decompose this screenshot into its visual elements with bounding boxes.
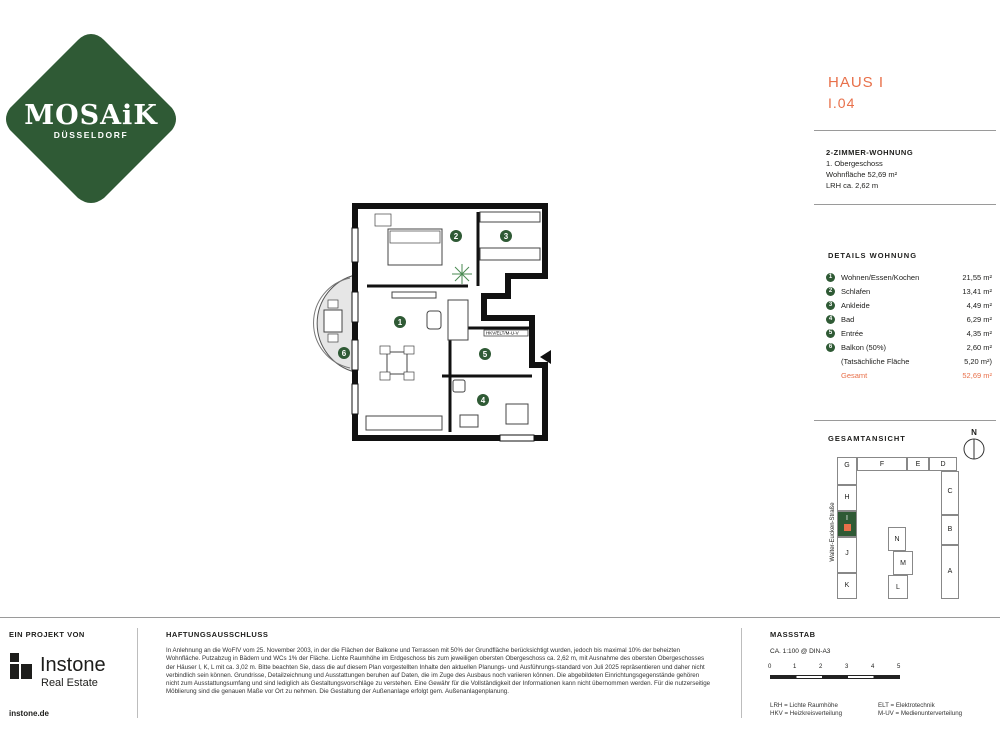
logo-city: DÜSSELDORF: [53, 130, 129, 140]
room-label: Entrée: [841, 329, 864, 338]
divider: [814, 204, 996, 205]
project-label: EIN PROJEKT VON: [9, 630, 85, 639]
compass-icon: [962, 437, 986, 461]
instone-logo-icon: [10, 653, 34, 679]
room-label: Bad: [841, 315, 855, 324]
room-badge-5: 5: [482, 350, 488, 359]
building-label: B: [947, 526, 953, 533]
room-badge-4: 4: [480, 396, 486, 405]
footer-separator: [741, 628, 742, 718]
building-label: N: [894, 536, 900, 543]
room-label: Schlafen: [841, 287, 871, 296]
company-sub: Real Estate: [41, 677, 98, 689]
company-name: Instone: [40, 654, 106, 676]
site-building-a: [941, 545, 959, 599]
unit-marker: [844, 524, 851, 531]
site-building-h: [837, 485, 857, 511]
divider: [814, 130, 996, 131]
disclaimer-title: HAFTUNGSAUSSCHLUSS: [166, 630, 269, 639]
scale-tick: 0: [768, 664, 772, 670]
building-label: L: [896, 584, 900, 591]
room-row: [826, 272, 992, 286]
site-building-j: [837, 537, 857, 573]
footer-separator: [137, 628, 138, 718]
street-label: Walter-Eucken-Straße: [830, 502, 836, 562]
apartment-info: [826, 147, 913, 191]
site-building-d: [929, 457, 957, 471]
actual-area-label: (Tatsächliche Fläche: [841, 357, 910, 366]
scale-tick: 4: [871, 664, 875, 670]
scale-bar: [768, 664, 908, 686]
room-area: 4,35 m²: [966, 329, 992, 338]
room-number-badge: 1: [826, 273, 835, 282]
dining-table: [387, 352, 407, 374]
site-building-f: [857, 457, 907, 471]
north-arrow: [962, 428, 986, 462]
divider: [814, 420, 996, 421]
street-label-wrap: [827, 495, 837, 575]
scale-tick: 3: [845, 664, 849, 670]
room-number-badge: 2: [826, 287, 835, 296]
room-label: Ankleide: [841, 301, 870, 310]
room-row: [826, 300, 992, 314]
site-building-e: [907, 457, 929, 471]
room-number-badge: 4: [826, 315, 835, 324]
apartment-floor: 1. Obergeschoss: [826, 159, 883, 168]
room-badge-1: 1: [397, 318, 403, 327]
footer-divider: [0, 617, 1000, 618]
room-row-total: [826, 370, 992, 384]
details-title: DETAILS WOHNUNG: [828, 251, 918, 260]
site-building-m: [893, 551, 913, 575]
entrance-arrow-icon: [540, 350, 551, 364]
building-label: G: [844, 462, 850, 469]
room-list: [826, 272, 992, 384]
room-area: 2,60 m²: [966, 343, 992, 352]
plant-icon: [452, 264, 472, 284]
apartment-area: Wohnfläche 52,69 m²: [826, 170, 898, 179]
scale-tick: 1: [793, 664, 797, 670]
site-building-i-highlight: [837, 511, 857, 537]
building-label: C: [947, 488, 953, 495]
total-label: Gesamt: [841, 371, 868, 380]
room-number-badge: 5: [826, 329, 835, 338]
room-badge-2: 2: [453, 232, 459, 241]
scale-text: CA. 1:100 @ DIN-A3: [770, 648, 831, 655]
building-label: M: [900, 560, 906, 567]
north-label: N: [971, 428, 977, 437]
website-link[interactable]: instone.de: [9, 709, 50, 718]
site-building-k: [837, 573, 857, 599]
apartment-height: LRH ca. 2,62 m: [826, 181, 879, 190]
floor-plan: [300, 200, 560, 445]
room-label: Wohnen/Essen/Kochen: [841, 273, 920, 282]
room-row: [826, 286, 992, 300]
actual-area-value: 5,20 m²): [964, 357, 992, 366]
room-row: [826, 342, 992, 356]
room-badge-6: 6: [341, 349, 347, 358]
legend-elt: ELT = Elektrotechnik: [878, 702, 935, 709]
room-area: 6,29 m²: [966, 315, 992, 324]
room-label: Balkon (50%): [841, 343, 887, 352]
room-row: [826, 314, 992, 328]
overview-title: GESAMTANSICHT: [828, 434, 906, 443]
sofa: [448, 300, 468, 340]
building-label: H: [844, 494, 850, 501]
building-label: J: [845, 550, 849, 557]
room-area: 13,41 m²: [962, 287, 992, 296]
site-building-l: [888, 575, 908, 599]
building-label: E: [915, 461, 921, 468]
apartment-type: 2-ZIMMER-WOHNUNG: [826, 148, 914, 157]
room-area: 4,49 m²: [966, 301, 992, 310]
scale-title: MASSSTAB: [770, 630, 816, 639]
room-row-actual: [826, 356, 992, 370]
building-label: A: [947, 568, 953, 575]
tv-board: [392, 292, 436, 298]
building-label: D: [940, 461, 946, 468]
kitchen: [366, 416, 442, 430]
legend-hkv: HKV = Heizkreisverteilung: [770, 710, 843, 717]
site-building-b: [941, 515, 959, 545]
disclaimer-text: In Anlehnung an die WoFIV vom 25. November 2003, in der die Flächen der Balkone und Terrassen mit 50% der Grundfläche berücksichtigt wurden, jedoch bis maximal 10% der beheizten Wohnfläche. Putzabzug in Bädern und WCs 1% der Fläche. Lichte Raumhöhe im Erdgeschoss bis zum jeweiligen obersten Obergeschoss ca. 2,62 m, mit Ausnahme des obersten Obergeschosses der Häuser I, K, L mit ca. 3,02 m. Bitte beachten Sie, dass die auf diesem Plan vorgestellten Inhalte den aktuellen Planungs- und Ausführungs-standard von Juli 2025 repräsentieren und daher nicht verbindlich sein können. Grundrisse, Detailzeichnung und Ausstattungen beruhen auf Daten, die im Zuge des Ausbaus noch variieren können. Die abgebildeten Einrichtungsgegenstände gehören nicht zum Ausstattungsumfang und sind lediglich als Gestaltungsvorschläge zu verstehen. Eine Gewähr für die Vollständigkeit der Informationen kann nicht übernommen werden. Für die nutzerseitige Möblierung sind die genauen Maße vor Ort zu nehmen. Die Gestaltung der Außenanlage erfolgt gem. Außenanlagenplanung.: [166, 647, 711, 696]
building-label: K: [844, 582, 850, 589]
site-building-c: [941, 471, 959, 515]
legend-lrh: LRH = Lichte Raumhöhe: [770, 702, 838, 709]
haus-title: HAUS I: [828, 74, 885, 91]
room-row: [826, 328, 992, 342]
logo-wordmark: MOSAiK: [24, 100, 158, 131]
total-value: 52,69 m²: [962, 371, 992, 380]
room-number-badge: 3: [826, 301, 835, 310]
room-area: 21,55 m²: [962, 273, 992, 282]
unit-number: I.04: [828, 95, 856, 111]
building-label: F: [879, 461, 885, 468]
site-building-g: [837, 457, 857, 485]
scale-tick: 5: [897, 664, 901, 670]
wardrobe: [480, 212, 540, 222]
hkv-label: HKV/ELT/M-U-V: [486, 330, 519, 336]
site-building-n: [888, 527, 906, 551]
room-number-badge: 6: [826, 343, 835, 352]
legend-muv: M-UV = Medienunterverteilung: [878, 710, 963, 717]
building-label: I: [846, 515, 848, 522]
room-badge-3: 3: [503, 232, 509, 241]
scale-tick: 2: [819, 664, 823, 670]
